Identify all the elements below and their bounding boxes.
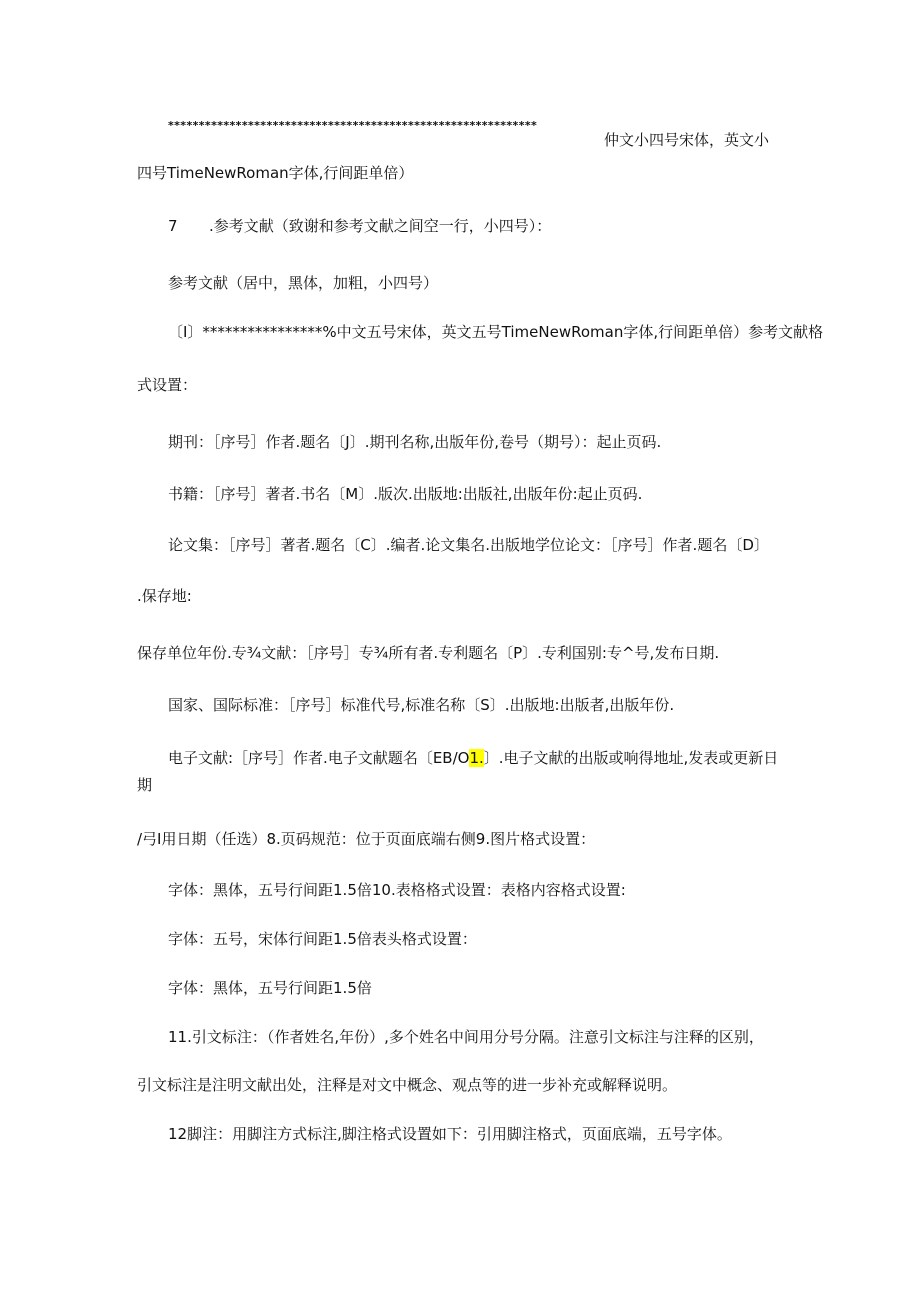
patent-format: 保存单位年份.专¾文献：［序号］专¾所有者.专利题名〔P〕.专利国别:专^号,发布日期. [137,644,720,662]
electronic-format-start: 电子文献:［序号］作者.电子文献题名〔EB/O [168,749,470,767]
journal-format: 期刊：［序号］作者.题名〔J〕.期刊名称,出版年份,卷号（期号）：起止页码. [168,433,662,451]
electronic-format-wrap: 期 [137,776,153,794]
citation-date-page-spec: /弓I用日期（任选）8.页码规范：位于页面底端右侧9.图片格式设置： [137,830,596,848]
citation-rule: 11.引文标注：（作者姓名,年份）,多个姓名中间用分号分隔。注意引文标注与注释的区别， [168,1028,764,1046]
section-7-number: 7 [168,217,178,235]
book-format: 书籍：［序号］著者.书名〔M〕.版次.出版地:出版社,出版年份:起止页码. [168,485,643,503]
reference-format-label: 式设置： [137,376,198,394]
separator-stars: ************************************************************ [168,119,538,132]
citation-rule-continued: 引文标注是注明文献出处，注释是对文中概念、观点等的进一步补充或解释说明。 [137,1076,678,1094]
section-7-heading: .参考文献（致谢和参考文献之间空一行，小四号）： [209,217,552,235]
image-font-spec: 字体：黑体，五号行间距1.5倍10.表格格式设置：表格内容格式设置: [168,881,626,899]
table-header-font-spec: 字体：黑体，五号行间距1.5倍 [168,979,372,997]
proceedings-thesis-format: 论文集：［序号］著者.题名〔C〕.编者.论文集名.出版地学位论文：［序号］作者.题名〔D〕 [168,536,769,554]
electronic-format [168,748,778,768]
references-title-spec: 参考文献（居中，黑体，加粗，小四号） [168,274,439,292]
font-spec-line-continued: 四号TimeNewRoman字体,行间距单倍） [137,164,414,182]
table-content-font-spec: 字体：五号，宋体行间距1.5倍表头格式设置： [168,930,477,948]
font-spec-line-right: 仲文小四号宋体，英文小 [604,131,770,149]
save-place-text: .保存地: [137,587,192,605]
standard-format: 国家、国际标准：［序号］标准代号,标准名称〔S〕.出版地:出版者,出版年份. [168,696,675,714]
footnote-rule: 12脚注：用脚注方式标注,脚注格式设置如下：引用脚注格式，页面底端，五号字体。 [168,1125,732,1143]
reference-example-spec: 〔I〕****************%中文五号宋体，英文五号TimeNewRoman字体,行间距单倍）参考文献格 [168,323,824,341]
highlighted-text: 1. [469,749,484,767]
electronic-format-end: 〕.电子文献的出版或响得地址,发表或更新日 [483,749,779,767]
